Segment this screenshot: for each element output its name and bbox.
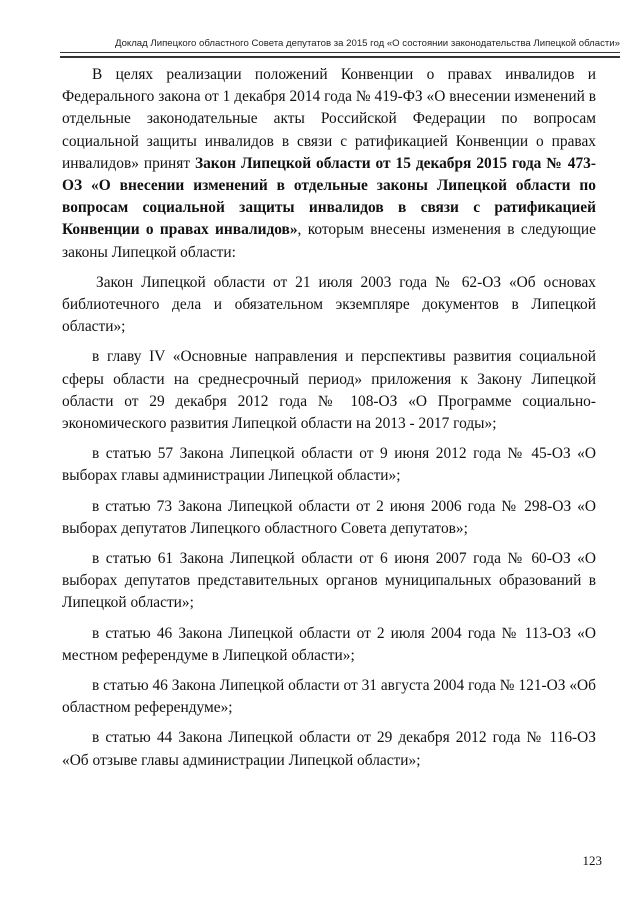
paragraph-intro-tail: , которым внесены изменения в следующие законы Липецкой области: — [62, 221, 596, 261]
list-item-governor-recall: в статью 44 Закона Липецкой области от 29 декабря 2012 года № 116-ОЗ «Об отзыве главы администрации Липецкой области»; — [62, 729, 596, 769]
running-header: Доклад Липецкого областного Совета депутатов за 2015 год «О состоянии законодательства Липецкой области» — [114, 38, 620, 49]
law-title-bold: Закон Липецкой области от 15 декабря 2015 года № 473-ОЗ «О внесении изменений в отдельные законы Липецкой области по вопросам социальной защиты инвалидов в связи с ратификацией Конвенции о правах инвалидов» — [62, 154, 596, 239]
list-item-governor-elections: в статью 57 Закона Липецкой области от 9 июня 2012 года № 45-ОЗ «О выборах главы администрации Липецкой области»; — [62, 445, 596, 485]
page-body — [62, 64, 596, 780]
paragraph-intro — [62, 64, 596, 264]
list-item-council-elections: в статью 73 Закона Липецкой области от 2 июня 2006 года № 298-ОЗ «О выборах депутатов Липецкого областного Совета депутатов»; — [62, 497, 596, 537]
list-item-regional-referendum: в статью 46 Закона Липецкой области от 31 августа 2004 года № 121-ОЗ «Об областном референдуме»; — [62, 677, 596, 717]
list-item-program-law: в главу IV «Основные направления и перспективы развития социальной сферы области на среднесрочный период» приложения к Закону Липецкой области от 29 декабря 2012 года № 108-ОЗ «О Программе социально-экономического развития Липецкой области на 2013 - 2017 годы»; — [62, 348, 596, 433]
list-item-library-law: Закон Липецкой области от 21 июля 2003 года № 62-ОЗ «Об основах библиотечного дела и обязательном экземпляре документов в Липецкой области»; — [62, 273, 596, 336]
page-number: 123 — [582, 853, 602, 868]
list-item-municipal-elections: в статью 61 Закона Липецкой области от 6 июня 2007 года № 60-ОЗ «О выборах депутатов представительных органов муниципальных образований в Липецкой области»; — [62, 550, 596, 612]
paragraph-intro-lead: В целях реализации положений Конвенции о правах инвалидов и Федерального закона от 1 декабря 2014 года № 419-ФЗ «О внесении изменений в отдельные законодательные акты Российской Федерации по вопросам социальной защиты инвалидов в связи с ратификацией Конвенции о правах инвалидов» принят — [62, 66, 596, 172]
header-rule — [60, 52, 620, 58]
list-item-local-referendum: в статью 46 Закона Липецкой области от 2 июля 2004 года № 113-ОЗ «О местном референдуме в Липецкой области»; — [62, 624, 596, 664]
